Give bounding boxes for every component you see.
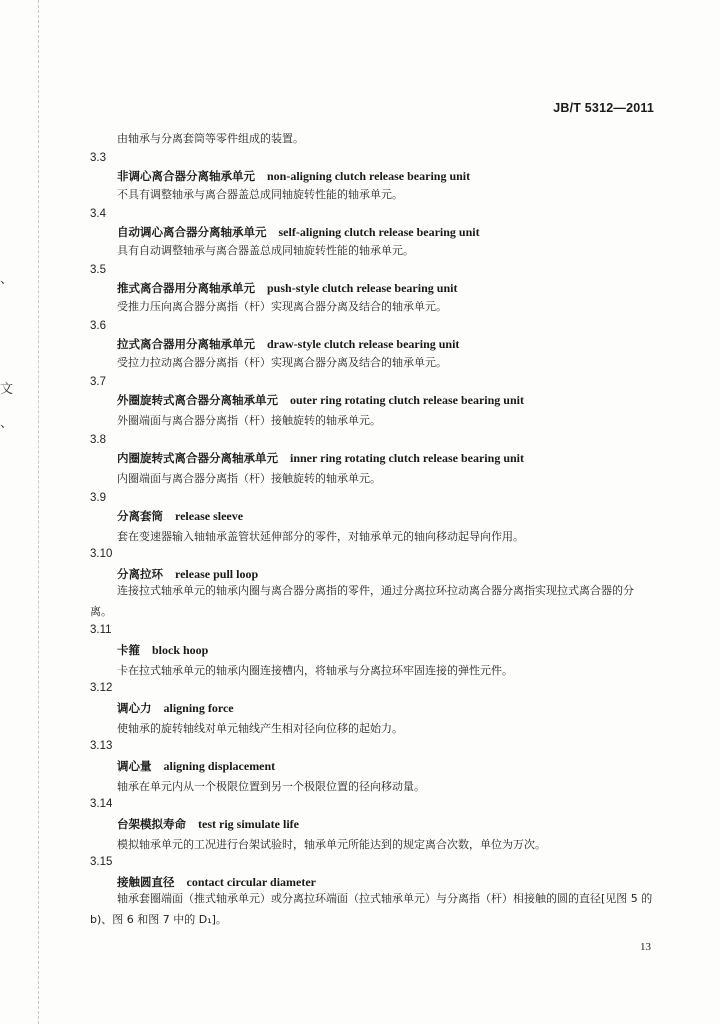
term-definition: 轴承套圈端面（推式轴承单元）或分离拉环端面（拉式轴承单元）与分离指（杆）相接触的圆的直径[见图 5 的 b)、图 6 和图 7 中的 D₁]。 — [90, 892, 653, 926]
clause-number: 3.12 — [90, 682, 113, 694]
clause-number: 3.13 — [90, 740, 113, 752]
clause-number: 3.11 — [90, 624, 112, 636]
term-cn: 内圈旋转式离合器分离轴承单元 — [117, 451, 278, 465]
term-cn: 外圈旋转式离合器分离轴承单元 — [117, 393, 278, 407]
term-definition: 具有自动调整轴承与离合器盖总成同轴旋转性能的轴承单元。 — [117, 244, 414, 257]
term-definition: 内圈端面与离合器分离指（杆）接触旋转的轴承单元。 — [117, 472, 381, 485]
term-heading — [117, 336, 459, 352]
term-definition: 使轴承的旋转轴线对单元轴线产生相对径向位移的起始力。 — [117, 722, 403, 735]
clause-number: 3.14 — [90, 798, 113, 810]
term-en: draw-style clutch release bearing unit — [267, 337, 460, 351]
term-cn: 自动调心离合器分离轴承单元 — [117, 225, 267, 239]
term-heading — [117, 642, 208, 658]
term-en: non-aligning clutch release bearing unit — [267, 169, 471, 183]
term-cn: 拉式离合器用分离轴承单元 — [117, 337, 255, 351]
term-cn: 调心量 — [117, 759, 152, 773]
term-definition: 受推力压向离合器分离指（杆）实现离合器分离及结合的轴承单元。 — [117, 300, 447, 313]
term-heading — [117, 450, 524, 466]
binding-edge-line — [38, 0, 40, 1024]
term-heading — [117, 168, 470, 184]
term-heading — [117, 700, 234, 716]
term-heading — [117, 816, 299, 832]
clause-number: 3.8 — [90, 434, 106, 446]
term-cn: 分离套筒 — [117, 509, 163, 523]
term-definition: 轴承在单元内从一个极限位置到另一个极限位置的径向移动量。 — [117, 780, 425, 793]
clause-number: 3.10 — [90, 548, 113, 560]
clause-number: 3.7 — [90, 376, 106, 388]
term-en: outer ring rotating clutch release bearing unit — [290, 393, 524, 407]
intro-line: 由轴承与分离套筒等零件组成的装置。 — [117, 132, 304, 145]
term-cn: 卡箍 — [117, 643, 140, 657]
term-en: push-style clutch release bearing unit — [267, 281, 458, 295]
term-en: inner ring rotating clutch release bearing unit — [290, 451, 524, 465]
term-en: test rig simulate life — [198, 817, 299, 831]
term-heading — [117, 280, 457, 296]
clause-number: 3.3 — [90, 152, 106, 164]
term-definition: 套在变速器输入轴轴承盖管状延伸部分的零件，对轴承单元的轴向移动起导向作用。 — [117, 530, 524, 543]
clause-number: 3.4 — [90, 208, 106, 220]
term-cn: 分离拉环 — [117, 567, 163, 581]
term-en: contact circular diameter — [186, 875, 317, 889]
clause-number: 3.6 — [90, 320, 106, 332]
term-heading — [117, 224, 480, 240]
term-cn: 台架模拟寿命 — [117, 817, 186, 831]
term-cn: 推式离合器用分离轴承单元 — [117, 281, 255, 295]
term-definition: 连接拉式轴承单元的轴承内圈与离合器分离指的零件，通过分离拉环拉动离合器分离指实现拉式离合器的分离。 — [90, 584, 634, 618]
term-en: self-aligning clutch release bearing unit — [278, 225, 480, 239]
term-definition: 模拟轴承单元的工况进行台架试验时，轴承单元所能达到的规定离合次数，单位为万次。 — [117, 838, 546, 851]
term-en: block hoop — [152, 643, 209, 657]
term-en: release sleeve — [175, 509, 244, 523]
clause-number: 3.15 — [90, 856, 113, 868]
term-heading — [117, 392, 524, 408]
clause-number: 3.9 — [90, 492, 106, 504]
term-en: aligning force — [163, 701, 234, 715]
term-en: aligning displacement — [163, 759, 276, 773]
margin-mark-3: 、 — [0, 416, 14, 431]
term-cn: 非调心离合器分离轴承单元 — [117, 169, 255, 183]
term-definition: 受拉力拉动离合器分离指（杆）实现离合器分离及结合的轴承单元。 — [117, 356, 447, 369]
margin-mark-1: 、 — [0, 272, 14, 287]
term-cn: 调心力 — [117, 701, 152, 715]
term-heading — [117, 508, 243, 524]
page-number: 13 — [640, 941, 651, 953]
margin-mark-2: 文 — [0, 382, 14, 397]
term-heading — [117, 758, 275, 774]
term-en: release pull loop — [175, 567, 259, 581]
clause-number: 3.5 — [90, 264, 106, 276]
term-definition: 卡在拉式轴承单元的轴承内圈连接槽内，将轴承与分离拉环牢固连接的弹性元件。 — [117, 664, 513, 677]
standard-code-header: JB/T 5312—2011 — [553, 101, 654, 115]
term-cn: 接触圆直径 — [117, 875, 175, 889]
term-definition: 不具有调整轴承与离合器盖总成同轴旋转性能的轴承单元。 — [117, 188, 403, 201]
term-definition: 外圈端面与离合器分离指（杆）接触旋转的轴承单元。 — [117, 414, 381, 427]
